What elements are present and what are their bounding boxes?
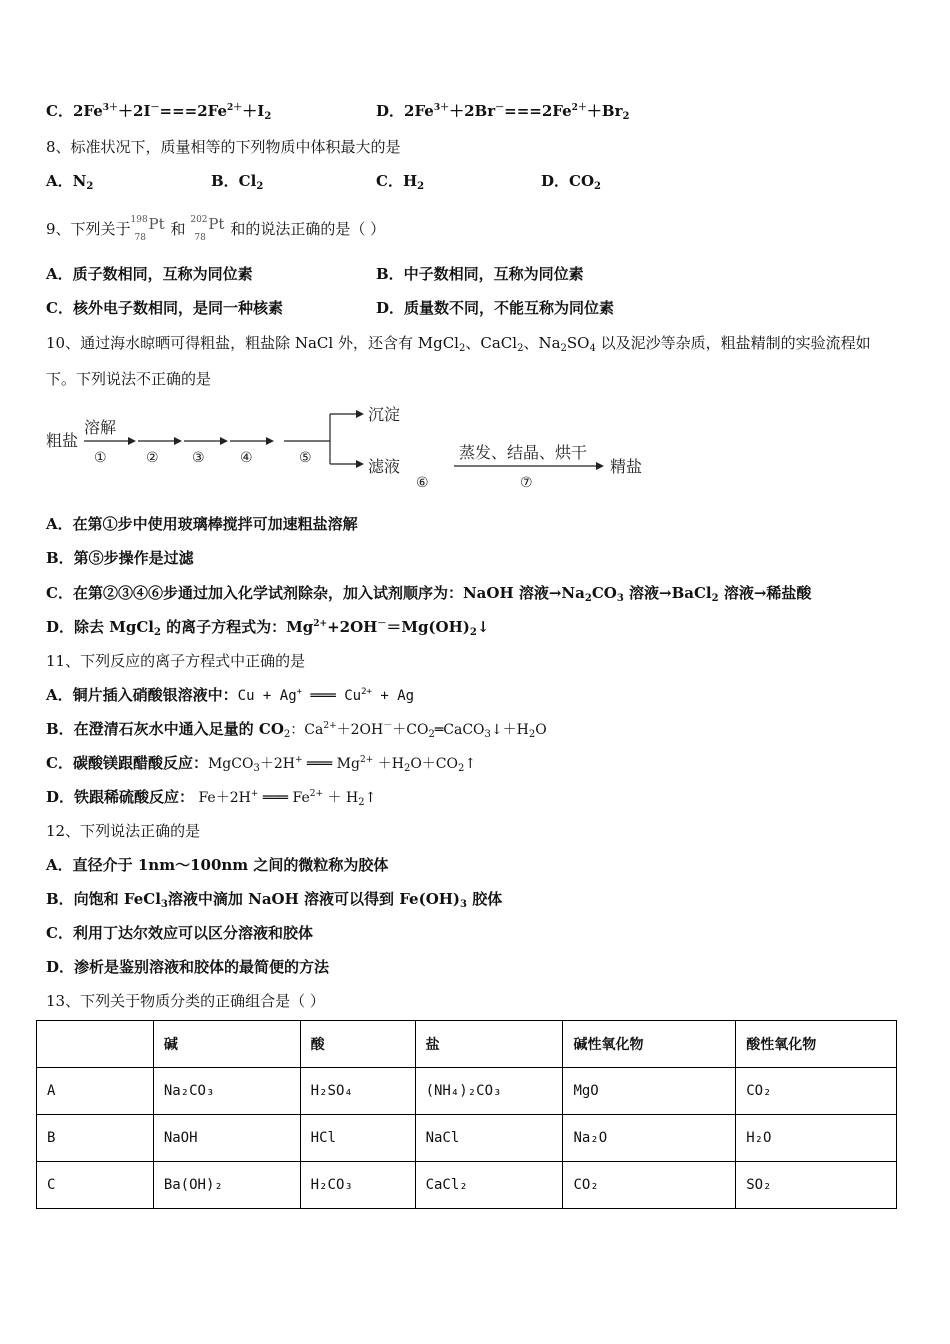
- cell-acidic-oxide: H₂O: [736, 1115, 897, 1162]
- flow-arrowhead-2: [174, 437, 182, 445]
- flow-filtrate: 滤液: [368, 457, 401, 476]
- table-header-cell: 碱性氧化物: [563, 1021, 736, 1068]
- q11-option-a: A．铜片插入硝酸银溶液中：Cu + Ag+ ═══ $Cu^{2+} + Ag$: [46, 686, 415, 704]
- q10-option-d: D．除去 MgCl$_2$ 的离子方程式为：$Mg^{2+}+2OH^-=Mg(OH)_2↓$: [46, 618, 490, 638]
- flow-arrowhead-4: [266, 437, 274, 445]
- cell-basic-oxide: Na₂O: [563, 1115, 736, 1162]
- table-row: [37, 1115, 897, 1162]
- q13-stem: 13、下列关于物质分类的正确组合是（ ）: [46, 992, 325, 1010]
- cell-acidic-oxide: CO₂: [736, 1068, 897, 1115]
- q8-stem: 8、标准状况下，质量相等的下列物质中体积最大的是: [46, 138, 401, 156]
- flow-step-2: ②: [146, 450, 159, 466]
- table-header-cell: 酸性氧化物: [736, 1021, 897, 1068]
- cell-acid: HCl: [300, 1115, 415, 1162]
- q11-option-b: B．在澄清石灰水中通入足量的 $CO_2$：$Ca^{2+}+2OH^-+CO_2═CaCO_3↓+H_2O$: [46, 720, 547, 740]
- cell-acidic-oxide: SO₂: [736, 1162, 897, 1209]
- q7-option-d: D．$2Fe^{3+}+2Br^-===2Fe^{2+}+Br_2$: [376, 102, 630, 122]
- q12-option-c: C．利用丁达尔效应可以区分溶液和胶体: [46, 924, 313, 942]
- flow-process: 蒸发、结晶、烘干: [459, 443, 588, 462]
- q11-stem: 11、下列反应的离子方程式中正确的是: [46, 652, 306, 670]
- cell-base: Ba(OH)₂: [153, 1162, 300, 1209]
- flow-step-1: ①: [94, 450, 107, 466]
- row-label: B: [37, 1115, 154, 1162]
- cell-basic-oxide: CO₂: [563, 1162, 736, 1209]
- q9-option-c: C．核外电子数相同，是同一种核素: [46, 299, 283, 317]
- cell-acid: H₂SO₄: [300, 1068, 415, 1115]
- flow-step-3: ③: [192, 450, 205, 466]
- table-row: [37, 1162, 897, 1209]
- isotope-pt-198: 198 78 Pt: [130, 215, 165, 243]
- isotope-pt-202: 202 78 Pt: [190, 215, 225, 243]
- table-header-cell: 盐: [415, 1021, 563, 1068]
- table-header-cell: 碱: [153, 1021, 300, 1068]
- q12-stem: 12、下列说法正确的是: [46, 822, 201, 840]
- flow-step-5: ⑤: [299, 450, 312, 466]
- cell-base: Na₂CO₃: [153, 1068, 300, 1115]
- flow-arrowhead-1: [128, 437, 136, 445]
- q8-option-c: C．$H_2$: [376, 172, 425, 192]
- q10-stem-line2: 下。下列说法不正确的是: [46, 370, 212, 388]
- q11-option-c: C．碳酸镁跟醋酸反应：MgCO$_3$＋2H+ ═══ $Mg^{2+}$ $+H_2O+CO_2↑$: [46, 754, 477, 774]
- q10-option-a: A．在第①步中使用玻璃棒搅拌可加速粗盐溶解: [46, 515, 358, 533]
- q8-option-d: D．$CO_2$: [541, 172, 601, 192]
- flow-diagram: [44, 400, 664, 490]
- q9-option-b: B．中子数相同，互称为同位素: [376, 265, 584, 283]
- cell-basic-oxide: MgO: [563, 1068, 736, 1115]
- classification-table: [36, 1020, 897, 1209]
- flow-step-7: ⑦: [520, 475, 533, 490]
- table-header-row: [37, 1021, 897, 1068]
- row-label: A: [37, 1068, 154, 1115]
- q10-option-c: C．在第②③④⑥步通过加入化学试剂除杂，加入试剂顺序为：NaOH 溶液$\to Na_2CO_3$ 溶液→BaCl$_2$ 溶液→稀盐酸: [46, 584, 812, 604]
- q9-option-a: A．质子数相同，互称为同位素: [46, 265, 253, 283]
- table-header-cell: 酸: [300, 1021, 415, 1068]
- flow-start: 粗盐: [46, 431, 79, 450]
- q8-option-a: A．$N_2$: [46, 172, 94, 192]
- cell-base: NaOH: [153, 1115, 300, 1162]
- cell-salt: NaCl: [415, 1115, 563, 1162]
- flow-step-6: ⑥: [416, 475, 429, 490]
- q10-option-b: B．第⑤步操作是过滤: [46, 549, 194, 567]
- q12-option-b: B．向饱和 FeCl$_3$溶液中滴加 NaOH 溶液可以得到 $Fe(OH)_3$ 胶体: [46, 890, 503, 910]
- flow-dissolve: 溶解: [84, 418, 117, 437]
- q9-stem: 9、下列关于 198 78 Pt 和 202 78 Pt 和的说法正确的是（ ）: [46, 215, 386, 243]
- flow-step-4: ④: [240, 450, 253, 466]
- cell-salt: CaCl₂: [415, 1162, 563, 1209]
- table-header-cell: [37, 1021, 154, 1068]
- q12-option-a: A．直径介于 1nm～100nm 之间的微粒称为胶体: [46, 856, 389, 874]
- q8-option-b: B．$Cl_2$: [211, 172, 264, 192]
- q12-option-d: D．渗析是鉴别溶液和胶体的最简便的方法: [46, 958, 330, 976]
- q7-option-c: C．$2Fe^{3+}+2I^-===2Fe^{2+}+I_2$: [46, 102, 272, 122]
- cell-salt: (NH₄)₂CO₃: [415, 1068, 563, 1115]
- row-label: C: [37, 1162, 154, 1209]
- q10-stem-line1: 10、通过海水晾晒可得粗盐，粗盐除 NaCl 外，还含有 MgCl$_2$、CaCl$_2$、$Na_2SO_4$ 以及泥沙等杂质，粗盐精制的实验流程如: [46, 334, 871, 354]
- table-row: [37, 1068, 897, 1115]
- flow-precipitate: 沉淀: [368, 405, 401, 424]
- flow-arrowhead-3: [220, 437, 228, 445]
- q11-option-d: D．铁跟稀硫酸反应： Fe＋2H+ ═══ $Fe^{2+}$ ＋ $H_2↑$: [46, 788, 377, 808]
- cell-acid: H₂CO₃: [300, 1162, 415, 1209]
- q9-option-d: D．质量数不同，不能互称为同位素: [376, 299, 615, 317]
- flow-end: 精盐: [610, 457, 643, 476]
